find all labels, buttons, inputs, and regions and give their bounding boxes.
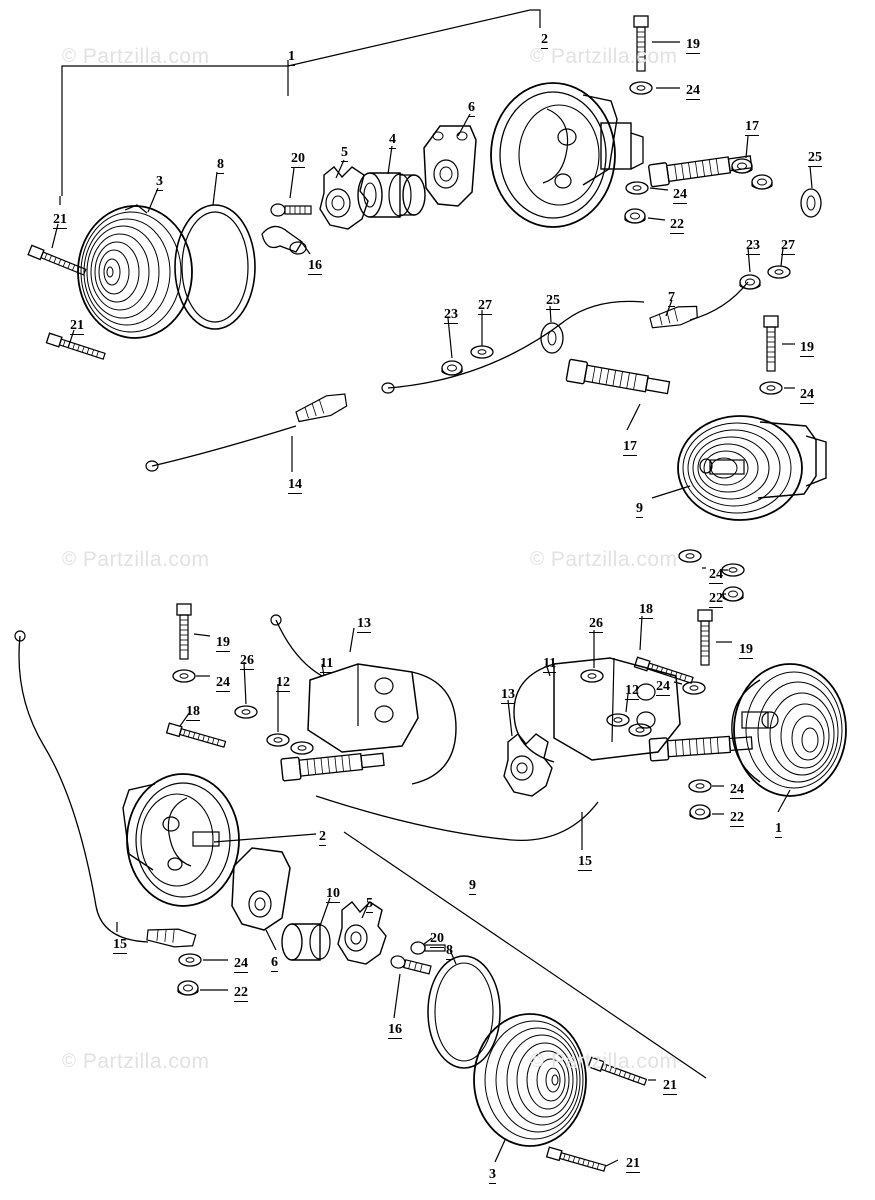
- callout-24[interactable]: 24: [656, 679, 670, 694]
- watermark: © Partzilla.com: [62, 548, 210, 571]
- callout-24[interactable]: 24: [709, 567, 723, 582]
- callout-24[interactable]: 24: [216, 675, 230, 690]
- callout-3[interactable]: 3: [156, 174, 163, 189]
- callout-14[interactable]: 14: [288, 477, 302, 492]
- callout-27[interactable]: 27: [781, 238, 795, 253]
- callout-4[interactable]: 4: [389, 132, 396, 147]
- callout-20[interactable]: 20: [291, 151, 305, 166]
- callout-24[interactable]: 24: [234, 956, 248, 971]
- callout-10[interactable]: 10: [326, 886, 340, 901]
- callout-21[interactable]: 21: [53, 212, 67, 227]
- callout-27[interactable]: 27: [478, 298, 492, 313]
- callout-24[interactable]: 24: [730, 782, 744, 797]
- callout-15[interactable]: 15: [113, 937, 127, 952]
- callout-17[interactable]: 17: [745, 119, 759, 134]
- callout-13[interactable]: 13: [357, 616, 371, 631]
- callout-18[interactable]: 18: [639, 602, 653, 617]
- callout-19[interactable]: 19: [216, 635, 230, 650]
- callout-19[interactable]: 19: [739, 642, 753, 657]
- callout-24[interactable]: 24: [800, 387, 814, 402]
- callout-24[interactable]: 24: [673, 187, 687, 202]
- callout-5[interactable]: 5: [341, 145, 348, 160]
- callout-23[interactable]: 23: [746, 238, 760, 253]
- callout-19[interactable]: 19: [800, 340, 814, 355]
- watermark: © Partzilla.com: [62, 45, 210, 68]
- callout-8[interactable]: 8: [217, 157, 224, 172]
- callout-13[interactable]: 13: [501, 687, 515, 702]
- callout-19[interactable]: 19: [686, 37, 700, 52]
- callout-12[interactable]: 12: [625, 683, 639, 698]
- callout-2[interactable]: 2: [319, 829, 326, 844]
- callout-7[interactable]: 7: [668, 290, 675, 305]
- callout-26[interactable]: 26: [240, 653, 254, 668]
- callout-17[interactable]: 17: [623, 439, 637, 454]
- callout-16[interactable]: 16: [388, 1022, 402, 1037]
- callout-25[interactable]: 25: [808, 150, 822, 165]
- callout-16[interactable]: 16: [308, 258, 322, 273]
- watermark: © Partzilla.com: [530, 1050, 678, 1073]
- callout-21[interactable]: 21: [663, 1078, 677, 1093]
- callout-2[interactable]: 2: [541, 32, 548, 47]
- callout-22[interactable]: 22: [670, 217, 684, 232]
- callout-3[interactable]: 3: [489, 1167, 496, 1182]
- callout-6[interactable]: 6: [271, 955, 278, 970]
- callout-15[interactable]: 15: [578, 854, 592, 869]
- callout-22[interactable]: 22: [709, 591, 723, 606]
- watermark: © Partzilla.com: [530, 548, 678, 571]
- callout-26[interactable]: 26: [589, 616, 603, 631]
- callout-6[interactable]: 6: [468, 100, 475, 115]
- callout-20[interactable]: 20: [430, 931, 444, 946]
- callout-11[interactable]: 11: [543, 656, 557, 671]
- callout-11[interactable]: 11: [320, 656, 334, 671]
- callout-24[interactable]: 24: [686, 83, 700, 98]
- callout-21[interactable]: 21: [626, 1156, 640, 1171]
- callout-22[interactable]: 22: [730, 810, 744, 825]
- callout-9[interactable]: 9: [636, 501, 643, 516]
- callout-22[interactable]: 22: [234, 985, 248, 1000]
- callout-9[interactable]: 9: [469, 878, 476, 893]
- callout-18[interactable]: 18: [186, 704, 200, 719]
- callout-23[interactable]: 23: [444, 307, 458, 322]
- callout-5[interactable]: 5: [366, 896, 373, 911]
- callout-25[interactable]: 25: [546, 293, 560, 308]
- callout-8[interactable]: 8: [446, 943, 453, 958]
- callout-12[interactable]: 12: [276, 675, 290, 690]
- callout-1[interactable]: 1: [288, 49, 295, 64]
- watermark: © Partzilla.com: [62, 1050, 210, 1073]
- callout-1[interactable]: 1: [775, 821, 782, 836]
- callout-21[interactable]: 21: [70, 318, 84, 333]
- watermark: © Partzilla.com: [530, 45, 678, 68]
